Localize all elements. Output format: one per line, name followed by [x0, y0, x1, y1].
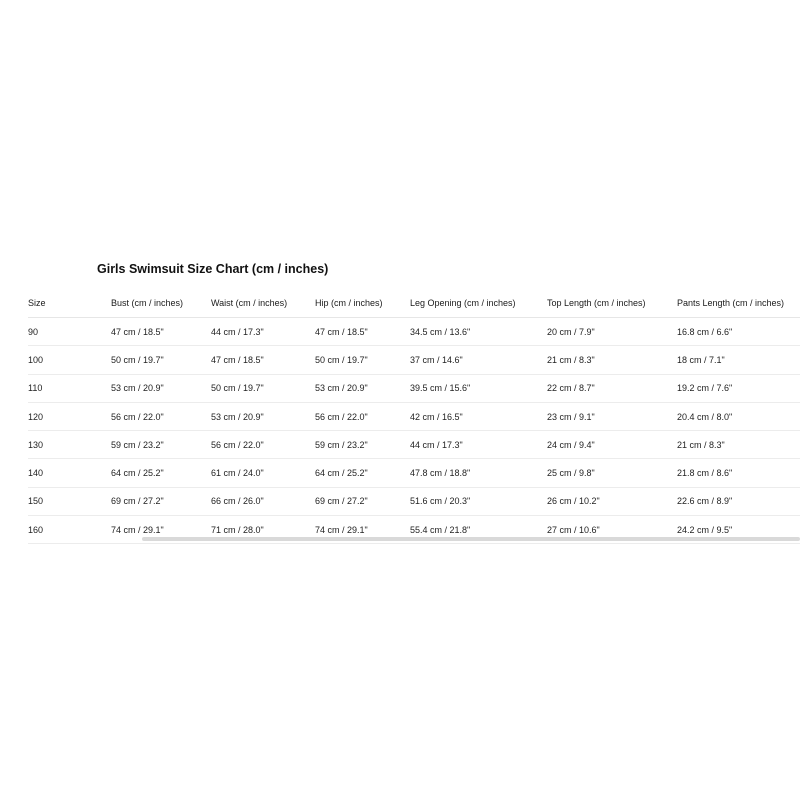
horizontal-scrollbar[interactable]	[142, 537, 800, 541]
size-cell: 160	[28, 516, 111, 544]
measurement-cell: 18 cm / 7.1"	[677, 346, 800, 374]
size-cell: 90	[28, 318, 111, 346]
measurement-cell: 22 cm / 8.7"	[547, 374, 677, 402]
column-header: Top Length (cm / inches)	[547, 289, 677, 318]
measurement-cell: 53 cm / 20.9"	[211, 402, 315, 430]
measurement-cell: 39.5 cm / 15.6"	[410, 374, 547, 402]
column-header: Waist (cm / inches)	[211, 289, 315, 318]
measurement-cell: 74 cm / 29.1"	[315, 516, 410, 544]
measurement-cell: 51.6 cm / 20.3"	[410, 487, 547, 515]
measurement-cell: 47.8 cm / 18.8"	[410, 459, 547, 487]
measurement-cell: 44 cm / 17.3"	[410, 431, 547, 459]
measurement-cell: 71 cm / 28.0"	[211, 516, 315, 544]
measurement-cell: 61 cm / 24.0"	[211, 459, 315, 487]
measurement-cell: 50 cm / 19.7"	[111, 346, 211, 374]
measurement-cell: 20.4 cm / 8.0"	[677, 402, 800, 430]
measurement-cell: 34.5 cm / 13.6"	[410, 318, 547, 346]
measurement-cell: 21 cm / 8.3"	[677, 431, 800, 459]
table-row	[28, 402, 800, 430]
measurement-cell: 25 cm / 9.8"	[547, 459, 677, 487]
measurement-cell: 64 cm / 25.2"	[111, 459, 211, 487]
measurement-cell: 53 cm / 20.9"	[315, 374, 410, 402]
size-cell: 150	[28, 487, 111, 515]
measurement-cell: 56 cm / 22.0"	[111, 402, 211, 430]
measurement-cell: 21 cm / 8.3"	[547, 346, 677, 374]
measurement-cell: 21.8 cm / 8.6"	[677, 459, 800, 487]
size-chart-table-container[interactable]	[28, 289, 800, 545]
table-row	[28, 431, 800, 459]
measurement-cell: 44 cm / 17.3"	[211, 318, 315, 346]
table-header	[28, 289, 800, 318]
size-chart-title: Girls Swimsuit Size Chart (cm / inches)	[97, 262, 329, 276]
measurement-cell: 50 cm / 19.7"	[211, 374, 315, 402]
measurement-cell: 22.6 cm / 8.9"	[677, 487, 800, 515]
measurement-cell: 19.2 cm / 7.6"	[677, 374, 800, 402]
column-header: Bust (cm / inches)	[111, 289, 211, 318]
measurement-cell: 59 cm / 23.2"	[111, 431, 211, 459]
measurement-cell: 56 cm / 22.0"	[315, 402, 410, 430]
measurement-cell: 47 cm / 18.5"	[211, 346, 315, 374]
measurement-cell: 47 cm / 18.5"	[111, 318, 211, 346]
table-row	[28, 487, 800, 515]
measurement-cell: 56 cm / 22.0"	[211, 431, 315, 459]
measurement-cell: 20 cm / 7.9"	[547, 318, 677, 346]
column-header: Pants Length (cm / inches)	[677, 289, 800, 318]
measurement-cell: 59 cm / 23.2"	[315, 431, 410, 459]
table-row	[28, 374, 800, 402]
column-header: Leg Opening (cm / inches)	[410, 289, 547, 318]
measurement-cell: 74 cm / 29.1"	[111, 516, 211, 544]
measurement-cell: 55.4 cm / 21.8"	[410, 516, 547, 544]
measurement-cell: 26 cm / 10.2"	[547, 487, 677, 515]
measurement-cell: 27 cm / 10.6"	[547, 516, 677, 544]
table-body	[28, 318, 800, 544]
measurement-cell: 47 cm / 18.5"	[315, 318, 410, 346]
column-header: Hip (cm / inches)	[315, 289, 410, 318]
measurement-cell: 66 cm / 26.0"	[211, 487, 315, 515]
size-cell: 130	[28, 431, 111, 459]
measurement-cell: 23 cm / 9.1"	[547, 402, 677, 430]
size-cell: 140	[28, 459, 111, 487]
size-cell: 120	[28, 402, 111, 430]
measurement-cell: 50 cm / 19.7"	[315, 346, 410, 374]
size-chart-table	[28, 289, 800, 544]
measurement-cell: 37 cm / 14.6"	[410, 346, 547, 374]
column-header: Size	[28, 289, 111, 318]
measurement-cell: 53 cm / 20.9"	[111, 374, 211, 402]
measurement-cell: 24 cm / 9.4"	[547, 431, 677, 459]
size-cell: 110	[28, 374, 111, 402]
measurement-cell: 42 cm / 16.5"	[410, 402, 547, 430]
table-row	[28, 318, 800, 346]
measurement-cell: 64 cm / 25.2"	[315, 459, 410, 487]
size-cell: 100	[28, 346, 111, 374]
table-row	[28, 459, 800, 487]
header-row	[28, 289, 800, 318]
measurement-cell: 24.2 cm / 9.5"	[677, 516, 800, 544]
table-row	[28, 346, 800, 374]
measurement-cell: 69 cm / 27.2"	[315, 487, 410, 515]
measurement-cell: 69 cm / 27.2"	[111, 487, 211, 515]
measurement-cell: 16.8 cm / 6.6"	[677, 318, 800, 346]
